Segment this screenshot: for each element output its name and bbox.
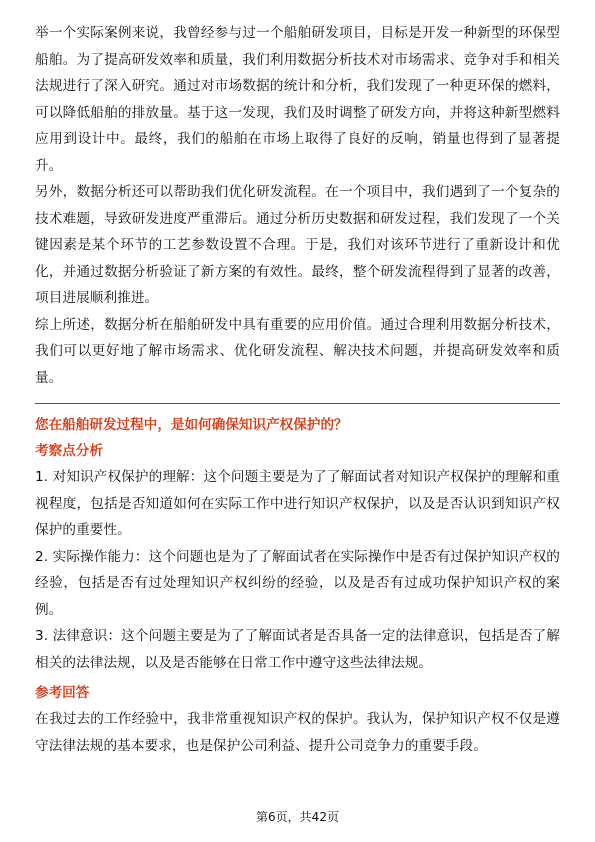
interview-question: 您在船舶研发过程中，是如何确保知识产权保护的？ [35, 417, 348, 433]
analysis-item: 1. 对知识产权保护的理解：这个问题主要是为了了解面试者对知识产权保护的理解和重视程度，包括是否知道如何在实际工作中进行知识产权保护，以及是否认识到知识产权保护的重要性。 [35, 469, 560, 538]
body-paragraph: 另外，数据分析还可以帮助我们优化研发流程。在一个项目中，我们遇到了一个复杂的技术难题，导致研发进度严重滞后。通过分析历史数据和研发过程，我们发现了一个关键因素是某个环节的工艺参数设置不合理。于是，我们对该环节进行了重新设计和优化，并通过数据分析验证了新方案的有效性。最终，整个研发流程得到了显著的改善，项目进展顺利推进。 [35, 184, 560, 306]
page-number: 第6页，共42页 [256, 810, 339, 824]
document-body [35, 20, 560, 759]
answer-heading: 参考回答 [35, 685, 90, 701]
body-paragraph: 举一个实际案例来说，我曾经参与过一个船舶研发项目，目标是开发一种新型的环保型船舶。为了提高研发效率和质量，我们利用数据分析技术对市场需求、竞争对手和相关法规进行了深入研究。通过对市场数据的统计和分析，我们发现了一种更环保的燃料，可以降低船舶的排放量。基于这一发现，我们及时调整了研发方向，并将这种新型燃料应用到设计中。最终，我们的船舶在市场上取得了良好的反响，销量也得到了显著提升。 [35, 25, 560, 174]
analysis-item: 3. 法律意识：这个问题主要是为了了解面试者是否具备一定的法律意识，包括是否了解相关的法律法规，以及是否能够在日常工作中遵守这些法律法规。 [35, 628, 560, 671]
analysis-heading: 考察点分析 [35, 443, 103, 459]
section-divider [35, 403, 560, 404]
answer-paragraph: 在我过去的工作经验中，我非常重视知识产权的保护。我认为，保护知识产权不仅是遵守法律法规的基本要求，也是保护公司利益、提升公司竞争力的重要手段。 [35, 711, 560, 754]
body-paragraph: 综上所述，数据分析在船舶研发中具有重要的应用价值。通过合理利用数据分析技术，我们可以更好地了解市场需求、优化研发流程、解决技术问题，并提高研发效率和质量。 [35, 316, 560, 386]
analysis-item: 2. 实际操作能力：这个问题也是为了了解面试者在实际操作中是否有过保护知识产权的经验，包括是否有过处理知识产权纠纷的经验，以及是否有过成功保护知识产权的案例。 [35, 548, 560, 618]
